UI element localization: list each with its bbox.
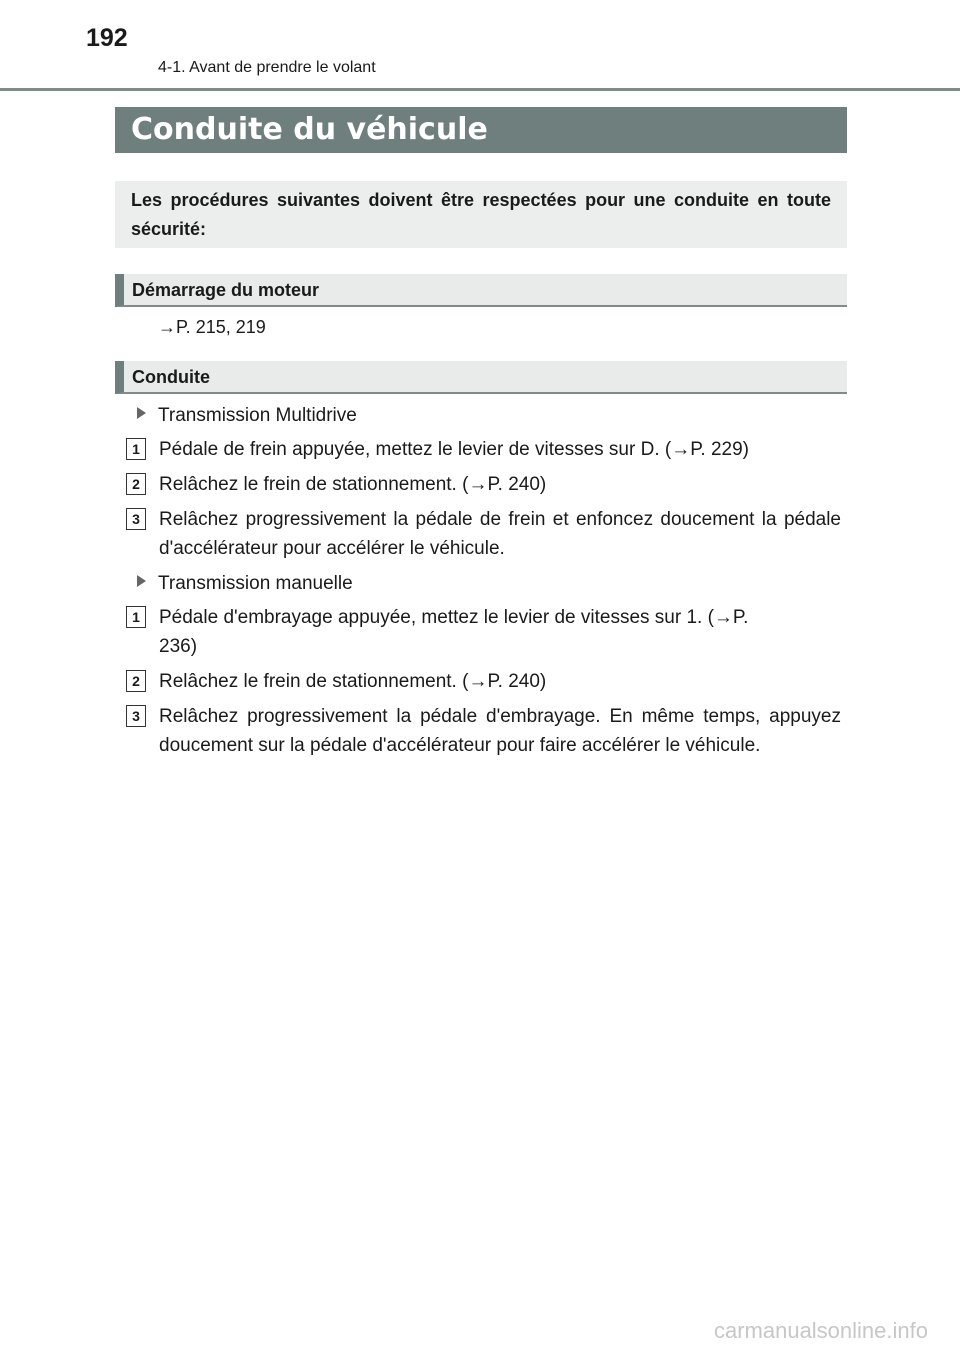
- start-reference: →P. 215, 219: [158, 317, 266, 337]
- step-number-badge: 2: [126, 473, 146, 495]
- intro-box: Les procédures suivantes doivent être respectées pour une conduite en toute sécurité:: [115, 181, 847, 248]
- multidrive-step-3: Relâchez progressivement la pédale de frein et enfoncez doucement la pédale d'accélérateur pour accélérer le véhicule.: [159, 509, 841, 559]
- section-heading-drive: Conduite: [115, 361, 847, 394]
- section-heading-start: Démarrage du moteur: [115, 274, 847, 307]
- manual-label: Transmission manuelle: [158, 573, 353, 594]
- subheading-manual: [137, 569, 353, 598]
- page-title: Conduite du véhicule: [115, 107, 847, 153]
- step-number-badge: 2: [126, 670, 146, 692]
- watermark: carmanualsonline.info: [713, 1318, 928, 1343]
- step-number-badge: 1: [126, 606, 146, 628]
- manual-step-3: Relâchez progressivement la pédale d'embrayage. En même temps, appuyez doucement sur la pédale d'accélérateur pour faire accélérer le véhicule.: [159, 706, 841, 756]
- multidrive-step-1: Pédale de frein appuyée, mettez le levier de vitesses sur D. (→P. 229): [159, 439, 750, 460]
- step-number-badge: 1: [126, 438, 146, 460]
- triangle-bullet-icon: [137, 407, 146, 419]
- step-number-badge: 3: [126, 508, 146, 530]
- multidrive-step-2: Relâchez le frein de stationnement. (→P. 240): [159, 474, 547, 495]
- chapter-title: 4-1. Avant de prendre le volant: [158, 59, 376, 76]
- subheading-multidrive: [137, 401, 357, 430]
- page-header: [0, 0, 960, 92]
- triangle-bullet-icon: [137, 575, 146, 587]
- manual-step-1: Pédale d'embrayage appuyée, mettez le levier de vitesses sur 1. (→P. 236): [159, 607, 749, 657]
- manual-step-2: Relâchez le frein de stationnement. (→P. 240): [159, 671, 547, 692]
- step-number-badge: 3: [126, 705, 146, 727]
- page-number: 192: [86, 24, 128, 52]
- header-divider: [0, 88, 960, 91]
- multidrive-label: Transmission Multidrive: [158, 405, 357, 426]
